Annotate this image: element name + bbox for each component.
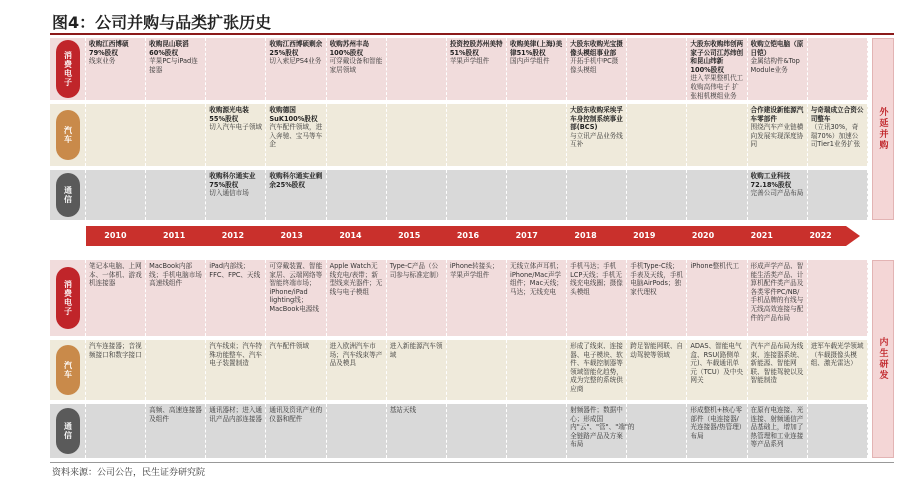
event-desc: ADAS、智能电气盒、RSU(路侧单元)、车载通讯单元（TCU）及中央网关 bbox=[690, 342, 744, 385]
event-cell bbox=[808, 340, 868, 400]
event-title: 大股东收购光宝摄像头模组事业部 bbox=[570, 40, 623, 57]
title-underline bbox=[50, 33, 894, 35]
event-desc: iPad内部线；FFC、FPC、天线 bbox=[209, 262, 261, 279]
top-auto-row bbox=[50, 104, 868, 166]
event-desc: Type-C产品（公司参与标准定制） bbox=[389, 262, 443, 279]
event-desc: 切入汽车电子领域 bbox=[209, 123, 263, 132]
event-cell bbox=[266, 404, 326, 458]
event-title: 收购科尔通实业剩余25%股权 bbox=[269, 172, 323, 189]
event-desc: iPhone整机代工 bbox=[690, 262, 740, 270]
event-desc: 手机马达；手机LCP天线；手机无线充电线圈；摄像头模组 bbox=[570, 262, 623, 296]
event-cell bbox=[146, 38, 206, 100]
event-cell bbox=[748, 170, 808, 220]
bottom-auto-label bbox=[50, 340, 86, 400]
event-cell bbox=[447, 404, 507, 458]
event-cell bbox=[206, 260, 266, 336]
event-desc: 通讯及资讯产业的仪器和配件 bbox=[269, 406, 323, 423]
event-cell bbox=[327, 404, 387, 458]
auto-label: 汽车 bbox=[56, 110, 80, 160]
event-cell bbox=[748, 104, 808, 166]
event-desc: 基站天线 bbox=[389, 406, 417, 414]
comm-label: 通信 bbox=[56, 408, 80, 454]
event-cell bbox=[567, 340, 627, 400]
event-cell bbox=[447, 38, 507, 100]
event-title: 大股东收购纬创两家子公司江苏纬创和昆山纬新100%股权 bbox=[690, 40, 744, 74]
event-cell bbox=[327, 104, 387, 166]
event-cell bbox=[206, 38, 266, 100]
event-cell bbox=[327, 38, 387, 100]
event-cell bbox=[266, 340, 326, 400]
event-cell bbox=[748, 38, 808, 100]
top-comm-label bbox=[50, 170, 86, 220]
event-desc: 形成整机+核心零部件（电连接器/光连接器/热管理）布局 bbox=[690, 406, 743, 440]
event-cell bbox=[808, 170, 868, 220]
event-cell bbox=[146, 104, 206, 166]
event-cell bbox=[507, 404, 567, 458]
event-desc: 进入新能源汽车领域 bbox=[389, 342, 443, 359]
event-desc: （立讯30%，奇瑞70%）加速公司Tier1业务扩张 bbox=[810, 123, 861, 149]
event-title: 收购立铠电脑（原日铠） bbox=[750, 40, 804, 57]
event-desc: 无线立体声耳机；iPhone/Mac声学组件；Mac天线；马达；无线充电 bbox=[509, 262, 563, 296]
event-cell bbox=[567, 260, 627, 336]
year-label: 2014 bbox=[339, 231, 362, 240]
event-cell bbox=[507, 260, 567, 336]
event-cell bbox=[86, 260, 146, 336]
event-cell bbox=[387, 104, 447, 166]
event-title: 收购昆山联滔60%股权 bbox=[149, 40, 189, 57]
year-label: 2012 bbox=[221, 231, 245, 240]
event-title: 收购工业科技72.18%股权 bbox=[750, 172, 792, 189]
sidebar-external-ma bbox=[872, 38, 894, 220]
event-cell bbox=[627, 170, 687, 220]
event-cell bbox=[567, 104, 627, 166]
event-desc: 形成了线束、连接器、电子模块、软件、车载控制器等领域智能化趋势，成为完整的系统供应商 bbox=[570, 342, 623, 393]
event-cell bbox=[687, 260, 747, 336]
year-label: 2010 bbox=[104, 231, 127, 240]
year-labels bbox=[86, 224, 850, 248]
event-desc: 切入通信市场 bbox=[209, 189, 249, 198]
top-consumer-row bbox=[50, 38, 868, 100]
top-consumer-label bbox=[50, 38, 86, 100]
comm-label: 通信 bbox=[56, 173, 80, 217]
event-desc: 高频、高速连接器及组件 bbox=[149, 406, 202, 423]
event-desc: 手机Type-C线；手表及天线，手机电脑AirPods；独家代理权 bbox=[630, 262, 684, 296]
event-title: 收购江西博硕79%股权 bbox=[89, 40, 129, 57]
event-desc: 汽车配件领域 bbox=[269, 342, 309, 350]
event-cell bbox=[327, 260, 387, 336]
event-desc: iPhone转接头；苹果声学组件 bbox=[449, 262, 499, 279]
event-desc: 跨足智能网联、自动驾驶等领域 bbox=[630, 342, 684, 359]
event-desc: 射频器件；数据中心；形成国内"云"、"管"、"端"的全链路产品及方案布局 bbox=[570, 406, 635, 449]
top-panel bbox=[50, 38, 894, 222]
year-label: 2018 bbox=[574, 231, 597, 240]
year-label: 2011 bbox=[163, 231, 186, 240]
event-cell bbox=[206, 170, 266, 220]
bottom-auto-row bbox=[50, 340, 868, 400]
event-cell bbox=[86, 170, 146, 220]
event-cell bbox=[86, 38, 146, 100]
event-cell bbox=[146, 170, 206, 220]
year-label: 2017 bbox=[515, 231, 538, 240]
event-desc: 通讯器材；进入通讯产品内部连接器 bbox=[209, 406, 263, 423]
event-cell bbox=[86, 340, 146, 400]
year-label: 2016 bbox=[456, 231, 480, 240]
bottom-consumer-row bbox=[50, 260, 868, 336]
event-cell bbox=[627, 404, 687, 458]
event-cell bbox=[206, 404, 266, 458]
event-title: 投资控股苏州美特51%股权 bbox=[449, 40, 503, 57]
figure-title: 图4：公司并购与品类扩张历史 bbox=[52, 13, 272, 32]
event-title: 大股东收购采埃孚车身控制系统事业部(BCS) bbox=[570, 106, 623, 132]
event-title: 收购源光电装55%股权 bbox=[209, 106, 249, 123]
bottom-panel bbox=[50, 260, 894, 460]
event-cell bbox=[808, 104, 868, 166]
event-title: 与奇瑞成立合资公司整车 bbox=[810, 106, 864, 123]
event-cell bbox=[627, 104, 687, 166]
consumer-electronics-label: 消费电子 bbox=[56, 267, 80, 329]
event-cell bbox=[507, 104, 567, 166]
event-title: 合作建设新能源汽车零部件 bbox=[750, 106, 804, 123]
event-cell bbox=[447, 340, 507, 400]
event-desc: 线束业务 bbox=[89, 57, 116, 66]
event-cell bbox=[447, 260, 507, 336]
event-desc: 国内声学组件 bbox=[509, 57, 550, 66]
year-label: 2020 bbox=[691, 231, 715, 240]
event-desc: 可穿戴装置、智能家居、云端网络等智能终端市场；iPhone/iPad lighting线；MacBook电源线 bbox=[269, 262, 323, 313]
event-cell bbox=[687, 38, 747, 100]
event-desc: 与立讯产品业务线互补 bbox=[570, 131, 623, 149]
event-cell bbox=[146, 260, 206, 336]
event-desc: 形成声学产品、智能生活类产品、计算机配件类产品及各类零件PC/NB/手机品牌的有线与无线高效连接与配件的产品布局 bbox=[750, 262, 804, 322]
event-desc: 围绕汽车产业链横向发展实现深度协同 bbox=[750, 123, 804, 149]
year-label: 2019 bbox=[633, 231, 656, 240]
year-label: 2015 bbox=[398, 231, 421, 240]
event-desc: 切入索尼PS4业务 bbox=[269, 57, 322, 66]
event-cell bbox=[748, 260, 808, 336]
event-desc: 汽车连接器；音视频接口和数字接口 bbox=[89, 342, 142, 359]
event-cell bbox=[687, 104, 747, 166]
event-desc: 笔记本电脑、上网本、一体机、游戏机连接器 bbox=[89, 262, 142, 288]
year-label: 2021 bbox=[750, 231, 773, 240]
event-cell bbox=[266, 170, 326, 220]
event-cell bbox=[748, 404, 808, 458]
event-cell bbox=[567, 38, 627, 100]
event-desc: 进入欧洲汽车市场；汽车线束等产品及模具 bbox=[329, 342, 383, 368]
sidebar-top-label: 外延并购 bbox=[877, 107, 888, 151]
event-desc: 汽车线束；汽车特殊功能整车、汽车电子装置制造 bbox=[209, 342, 263, 368]
event-title: 收购科尔通实业75%股权 bbox=[209, 172, 256, 189]
year-label: 2013 bbox=[280, 231, 303, 240]
event-cell bbox=[808, 404, 868, 458]
event-cell bbox=[146, 404, 206, 458]
event-cell bbox=[507, 340, 567, 400]
event-cell bbox=[387, 260, 447, 336]
event-desc: 可穿戴设备和智能家居领域 bbox=[329, 57, 383, 74]
event-cell bbox=[447, 104, 507, 166]
event-desc: 进军车载光学领域（车载摄像头模组、激光雷达） bbox=[810, 342, 864, 368]
auto-label: 汽车 bbox=[56, 345, 80, 395]
bottom-comm-label bbox=[50, 404, 86, 458]
event-cell bbox=[206, 340, 266, 400]
event-desc: 在原有电连接、光连接、射频通信产品基础上，增加了热管理和工业连接等产品系列 bbox=[750, 406, 804, 449]
event-cell bbox=[327, 340, 387, 400]
event-cell bbox=[687, 404, 747, 458]
source-note: 资料来源：公司公告，民生证券研究院 bbox=[52, 468, 206, 478]
top-auto-label bbox=[50, 104, 86, 166]
event-title: 收购德国SuK100%股权 bbox=[269, 106, 318, 123]
timeline-arrow bbox=[86, 224, 862, 248]
event-desc: 苹果PC与iPad连接器 bbox=[149, 57, 198, 74]
event-cell bbox=[627, 38, 687, 100]
bottom-comm-row bbox=[50, 404, 868, 458]
bottom-consumer-label bbox=[50, 260, 86, 336]
event-cell bbox=[146, 340, 206, 400]
year-label: 2022 bbox=[809, 231, 832, 240]
sidebar-organic-rd bbox=[872, 260, 894, 458]
event-cell bbox=[86, 404, 146, 458]
event-title: 收购江西博硕剩余25%股权 bbox=[269, 40, 323, 57]
event-cell bbox=[387, 170, 447, 220]
event-cell bbox=[206, 104, 266, 166]
event-cell bbox=[567, 404, 635, 458]
event-cell bbox=[266, 104, 326, 166]
event-cell bbox=[687, 170, 747, 220]
event-desc: 进入苹果整机代工 收购高伟电子 扩张相机模组业务 bbox=[690, 74, 744, 100]
source-divider bbox=[50, 462, 894, 463]
event-desc: 汽车产品布局为线束、连接器系统、新能源、智能网联、智能驾驶以及智能制造 bbox=[750, 342, 804, 385]
event-title: 收购美律(上海)美律51%股权 bbox=[509, 40, 563, 57]
event-cell bbox=[567, 170, 627, 220]
event-cell bbox=[387, 404, 447, 458]
event-desc: 金属结构件&Top Module业务 bbox=[750, 57, 800, 74]
event-cell bbox=[327, 170, 387, 220]
event-title: 收购苏州丰岛100%股权 bbox=[329, 40, 370, 57]
event-cell bbox=[387, 38, 447, 100]
event-cell bbox=[627, 260, 687, 336]
consumer-electronics-label: 消费电子 bbox=[56, 40, 80, 98]
event-cell bbox=[387, 340, 447, 400]
event-desc: 开拓手机中PC摄像头模组 bbox=[570, 57, 619, 74]
event-desc: Apple Watch无线充电/表带；新型线束光器件；无线与电子模组 bbox=[329, 262, 383, 296]
event-cell bbox=[748, 340, 808, 400]
event-cell bbox=[507, 38, 567, 100]
event-desc: 苹果声学组件 bbox=[449, 57, 490, 66]
event-cell bbox=[627, 340, 687, 400]
event-cell bbox=[266, 38, 326, 100]
event-cell bbox=[687, 340, 747, 400]
event-desc: 汽车配件领域，进入奔驰、宝马等车企 bbox=[269, 123, 323, 149]
event-desc: MacBook内部线；手机电脑市场高速线组件 bbox=[149, 262, 202, 288]
event-cell bbox=[808, 260, 868, 336]
sidebar-bottom-label: 内生研发 bbox=[877, 337, 888, 381]
event-cell bbox=[447, 170, 507, 220]
event-desc: 完善公司产品布局 bbox=[750, 189, 804, 198]
event-cell bbox=[507, 170, 567, 220]
top-comm-row bbox=[50, 170, 868, 220]
event-cell bbox=[266, 260, 326, 336]
event-cell bbox=[808, 38, 868, 100]
event-cell bbox=[86, 104, 146, 166]
